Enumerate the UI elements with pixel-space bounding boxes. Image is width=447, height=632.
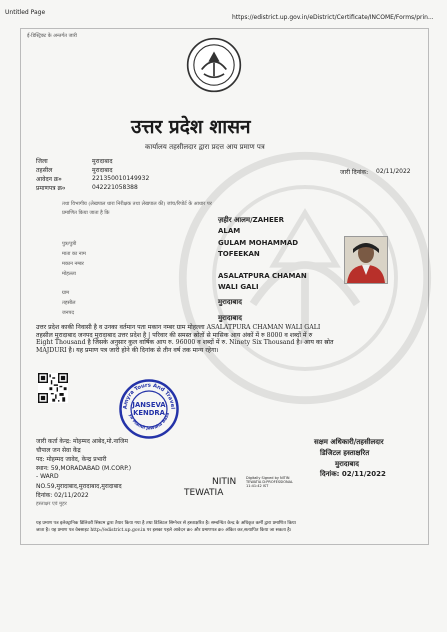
- label-district: जनपद: [62, 310, 74, 316]
- issuer-line-4: स्थान: 59,MORADABAD (M.CORP.): [36, 465, 132, 472]
- body-line-4: MAJDURI है। यह प्रमाण पत्र जारी होने की दिनांक से तीन वर्ष तक मान्य रहेगा।: [36, 346, 219, 354]
- officer-title: सक्षम अधिकारी/तहसीलदार: [314, 437, 384, 446]
- issue-date-value: 02/11/2022: [376, 168, 411, 175]
- issuer-line-2: चौपाल जन सेवा केंद्र: [36, 447, 81, 454]
- signature-note-3: 11:41:42 IST: [246, 484, 269, 488]
- label-village: ग्राम: [62, 290, 70, 296]
- issuer-sign-note: हस्ताक्षर एवं मुहर: [36, 501, 67, 507]
- district-value: मुरादाबाद: [92, 158, 113, 165]
- issuer-date: दिनांक: 02/11/2022: [36, 492, 89, 499]
- signature-note-2: TEWATIA D:PROFESSIONAL: [246, 480, 294, 484]
- up-emblem-logo: [186, 37, 242, 93]
- signer-name-line-2: TEWATIA: [184, 488, 224, 498]
- district-value-body: मुरादाबाद: [218, 313, 242, 322]
- holder-name-line-1: ज़हीर आलम/ZAHEER: [218, 216, 284, 224]
- footer-line-2: जाता है। यह प्रमाण पत्र वेबसाइट http://edistrict.up.gov.in पर इसका पहले आवेदन क्र० और प्रमाणपत्र क्र० अंकित कर,सत्यापित किया जा सकता है।: [36, 528, 292, 533]
- holder-name-line-2: ALAM: [218, 227, 241, 235]
- officer-date: दिनांक: 02/11/2022: [320, 470, 386, 478]
- stamp-center-line-1: JANSEVA: [132, 401, 166, 410]
- officer-digital-sign: डिजिटल हस्ताक्षरित: [320, 448, 370, 457]
- label-son-of: पुत्र/पुत्री: [62, 241, 77, 247]
- mohalla-value-line-2: WALI GALI: [218, 283, 259, 291]
- father-name-line-2: TOFEEKAN: [218, 250, 260, 258]
- portrait-icon: [345, 237, 387, 283]
- qr-code: [38, 373, 68, 403]
- footer-line-1: यह प्रमाण पत्र इलेक्ट्रानिक डिलिवरी सिस्टम द्वारा तैयार किया गया है तथा डिजिटल सिग्नेचर से हस्ताक्षरित है। सम्बन्धित केन्द्र के अधिकृत कर्मी द्वारा प्रमाणित किया: [36, 521, 296, 526]
- tehsil-value-body: मुरादाबाद: [218, 297, 242, 306]
- print-header-url: https://edistrict.up.gov.in/eDistrict/Certificate/INCOME/Forms/prin...: [232, 14, 434, 21]
- page-title: उत्तर प्रदेश शासन: [131, 116, 251, 138]
- certificate-label: प्रमाणपत्र क्र०: [36, 185, 66, 192]
- page-subtitle: कार्यालय तहसीलदार द्वारा प्रदत्त आय प्रमाण पत्र: [145, 143, 265, 151]
- body-line-2: तहसील मुरादाबाद जनपद मुरादाबाद उत्तर प्रदेश है | परिवार की समस्त स्रोतों से मासिक आय अंकों में रु 8000 व शब्दों में रु: [36, 331, 313, 339]
- label-house: मकान नम्बर: [62, 261, 84, 267]
- top-note: ई-डिस्ट्रिक्ट के अन्तर्गत जारी: [27, 33, 77, 39]
- tehsil-value: मुरादाबाद: [92, 167, 113, 174]
- mohalla-value-line-1: ASALATPURA CHAMAN: [218, 272, 307, 280]
- holder-photo: [344, 236, 388, 284]
- label-mohalla: मोहल्ला: [62, 271, 76, 277]
- print-header-left: Untitled Page: [5, 9, 46, 16]
- janseva-kendra-stamp: [118, 378, 180, 440]
- issuer-line-6: NO.59,मुरादाबाद,मुरादाबाद,मुरादाबाद: [36, 483, 122, 490]
- stamp-bottom-text: ya Mandi Jawaha Baza: [127, 412, 172, 432]
- application-number: 221350010149932: [92, 175, 150, 182]
- application-label: आवेदन क्र०: [36, 176, 62, 183]
- signer-name-line-1: NITIN: [212, 477, 237, 487]
- issuer-line-5: - WARD: [36, 473, 59, 480]
- issue-date-label: जारी दिनांक:: [340, 169, 369, 176]
- stamp-center-line-2: KENDRA: [133, 409, 165, 418]
- body-line-1: उत्तर प्रदेश काकी निवासी है व उनका वर्तमान पता मकान नम्बर ग्राम मोहल्ला ASALATPURA CHAMAN WALI GALI: [36, 324, 321, 331]
- issuer-line-3: पद: मोहम्मद जावेद, केन्द्र प्रभारी: [36, 456, 107, 463]
- stamp-top-text: Amyra Tours And Travel: [122, 382, 176, 410]
- father-name-line-1: GULAM MOHAMMAD: [218, 239, 299, 247]
- intro-line-1: तथा विभागीय (लेखपाल धारा निरीक्षक तथा लेखपाल की) जांच/रिपोर्ट के आधार पर: [62, 201, 212, 207]
- label-tehsil: तहसील: [62, 300, 76, 306]
- label-mother: माता का नाम: [62, 251, 86, 257]
- intro-line-2: प्रमाणित किया जाता है कि: [62, 210, 110, 216]
- digital-signature: [184, 474, 297, 498]
- body-line-3: Eight Thousand है जिसके अनुसार कुल वार्षिक आय रु. 96000 व शब्दों में रु. Ninety Six Thousand है। आय का स्रोत: [36, 339, 334, 346]
- district-label: जिला: [36, 158, 48, 165]
- officer-location: मुरादाबाद: [335, 459, 359, 468]
- signature-note-1: Digitally Signed by NITIN: [246, 476, 290, 480]
- certificate-body: [36, 324, 406, 354]
- issuer-line-1: जारी कर्ता केन्द्र: मोहम्मद आबेद,मो.नाजिम: [36, 438, 128, 445]
- certificate-number: 042221058388: [92, 184, 138, 191]
- tehsil-label: तहसील: [36, 167, 53, 174]
